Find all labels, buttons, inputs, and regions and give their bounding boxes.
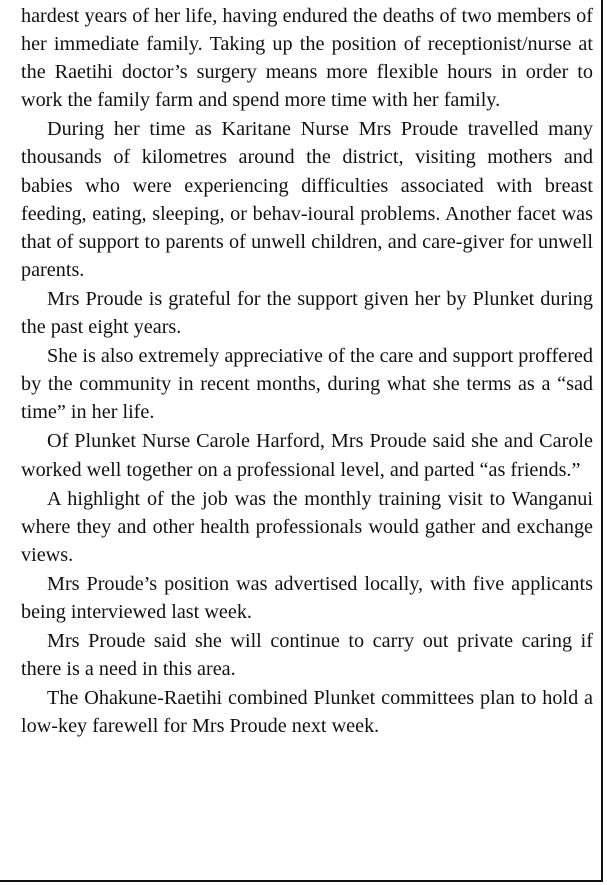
article-paragraph: Mrs Proude’s position was advertised locally, with five applicants being interviewed last week. bbox=[21, 572, 593, 623]
article-paragraph: She is also extremely appreciative of the care and support proffered by the community in recent months, during what she terms as a “sad time” in her life. bbox=[21, 345, 593, 424]
article-paragraph: The Ohakune-Raetihi combined Plunket committees plan to hold a low-key farewell for Mrs Proude next week. bbox=[21, 687, 593, 738]
article-paragraph: Mrs Proude said she will continue to carry out private caring if there is a need in this area. bbox=[21, 630, 593, 681]
article-body bbox=[21, 2, 593, 740]
article-paragraph: Of Plunket Nurse Carole Harford, Mrs Proude said she and Carole worked well together on a professional level, and parted “as friends.” bbox=[21, 430, 593, 481]
article-paragraph: Mrs Proude is grateful for the support given her by Plunket during the past eight years. bbox=[21, 287, 593, 339]
article-paragraph-continued: hardest years of her life, having endured the deaths of two members of her immediate family. Taking up the position of receptionist/nurse at the Raetihi doctor’s surgery means more flexible hours in order to work the family farm and spend more time with her family. bbox=[21, 5, 593, 112]
article-paragraph: A highlight of the job was the monthly training visit to Wanganui where they and other health professionals would gather and exchange views. bbox=[21, 487, 593, 566]
article-paragraph: During her time as Karitane Nurse Mrs Proude travelled many thousands of kilometres around the district, visiting mothers and babies who were experiencing difficulties associated with breast feeding, eating, sleeping, or behav-ioural problems. Another facet was that of support to parents of unwell children, and care-giver for unwell parents. bbox=[21, 118, 593, 281]
